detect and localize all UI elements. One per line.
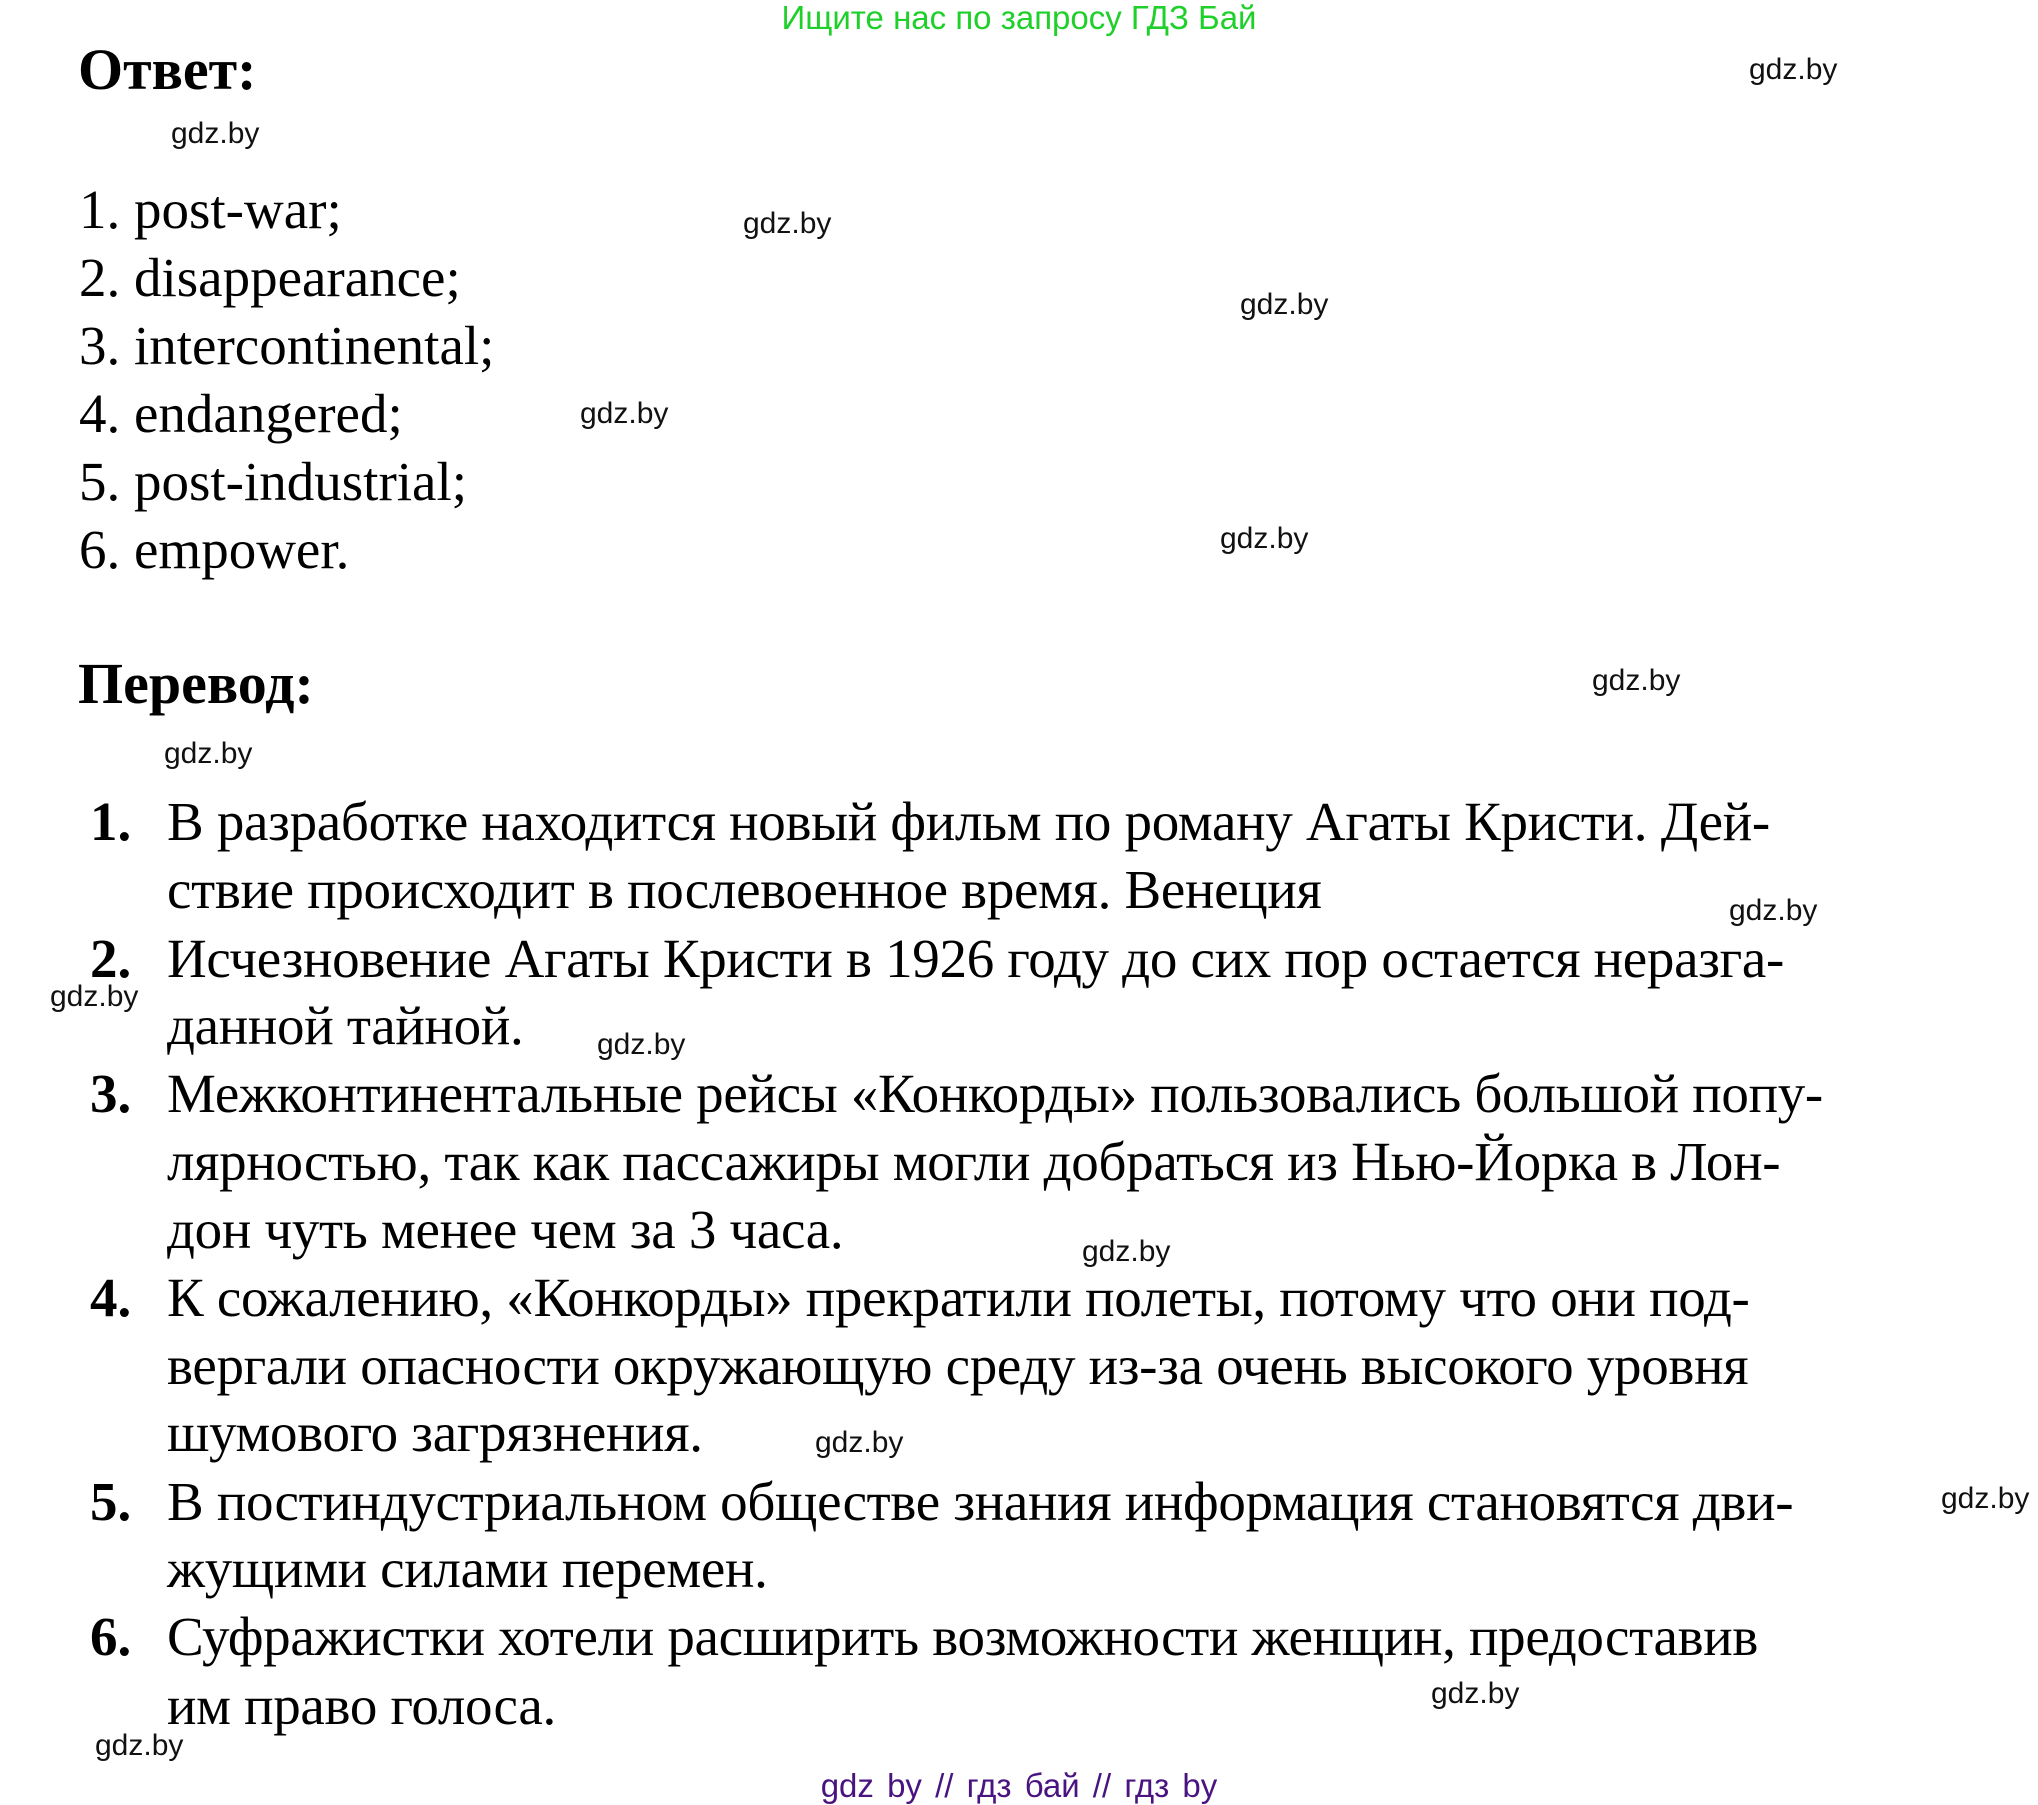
item-text-line: Межконтинентальные рейсы «Конкорды» пользовались большой попу- xyxy=(167,1063,1823,1124)
answer-item: 2. disappearance; xyxy=(79,247,461,308)
watermark: gdz.by xyxy=(1729,894,1818,927)
watermark: gdz.by xyxy=(171,117,260,150)
item-text-line: В разработке находится новый фильм по роману Агаты Кристи. Дей- xyxy=(167,791,1770,852)
watermark: gdz.by xyxy=(1220,522,1309,555)
watermark: gdz.by xyxy=(580,397,669,430)
item-number: 6. xyxy=(90,1606,132,1667)
item-text-line: шумового загрязнения. xyxy=(167,1402,703,1463)
item-number: 2. xyxy=(90,928,132,989)
watermark: gdz.by xyxy=(1592,664,1681,697)
item-text-line: жущими силами перемен. xyxy=(167,1538,768,1599)
watermark: gdz.by xyxy=(1431,1677,1520,1710)
translation-heading: Перевод: xyxy=(78,651,314,716)
watermark: gdz.by xyxy=(1240,288,1329,321)
item-text-line: данной тайной. xyxy=(167,995,524,1056)
item-number: 3. xyxy=(90,1063,132,1124)
footer-banner[interactable]: gdz by // гдз бай // гдз by xyxy=(820,1767,1218,1804)
item-text-line: им право голоса. xyxy=(167,1675,556,1736)
item-text-line: ствие происходит в послевоенное время. Венеция xyxy=(167,859,1322,920)
watermark: gdz.by xyxy=(50,980,139,1013)
answer-item: 1. post-war; xyxy=(79,179,342,240)
answer-heading: Ответ: xyxy=(78,37,257,102)
item-text-line: К сожалению, «Конкорды» прекратили полеты, потому что они под- xyxy=(167,1267,1750,1328)
item-number: 1. xyxy=(90,791,132,852)
answer-item: 4. endangered; xyxy=(79,383,403,444)
watermark: gdz.by xyxy=(1749,53,1838,86)
answer-item: 6. empower. xyxy=(79,519,350,580)
answer-item: 3. intercontinental; xyxy=(79,315,495,376)
item-text-line: Исчезновение Агаты Кристи в 1926 году до сих пор остается неразга- xyxy=(167,928,1785,989)
item-number: 5. xyxy=(90,1471,132,1532)
watermark: gdz.by xyxy=(95,1729,184,1762)
header-banner[interactable]: Ищите нас по запросу ГДЗ Бай xyxy=(781,0,1257,36)
item-text-line: лярностью, так как пассажиры могли добраться из Нью-Йорка в Лон- xyxy=(167,1131,1781,1192)
item-text-line: Суфражистки хотели расширить возможности женщин, предоставив xyxy=(167,1606,1759,1667)
watermark: gdz.by xyxy=(1941,1482,2030,1515)
item-text-line: вергали опасности окружающую среду из-за очень высокого уровня xyxy=(167,1335,1749,1396)
watermark: gdz.by xyxy=(597,1028,686,1061)
item-text-line: дон чуть менее чем за 3 часа. xyxy=(167,1199,844,1260)
answer-item: 5. post-industrial; xyxy=(79,451,468,512)
item-text-line: В постиндустриальном обществе знания информация становятся дви- xyxy=(167,1471,1794,1532)
watermark: gdz.by xyxy=(743,207,832,240)
watermark: gdz.by xyxy=(1082,1235,1171,1268)
watermark: gdz.by xyxy=(815,1426,904,1459)
item-number: 4. xyxy=(90,1267,132,1328)
watermark: gdz.by xyxy=(164,737,253,770)
